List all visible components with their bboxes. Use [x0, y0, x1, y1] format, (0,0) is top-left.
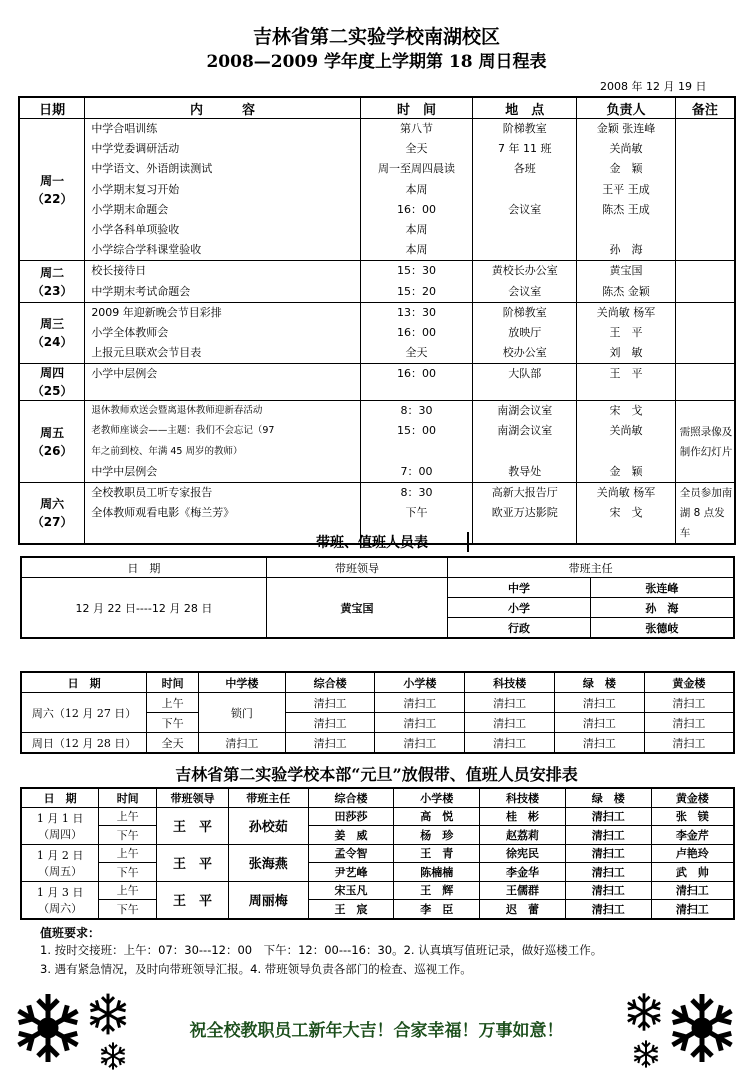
- newyear-head: 张海燕: [228, 844, 308, 881]
- duty-leader: 黄宝国: [266, 578, 447, 639]
- duty-header-date: 日 期: [21, 557, 266, 578]
- schedule-person: 陈杰 金颖: [602, 284, 650, 298]
- newyear-date-week: （周四）: [38, 827, 83, 841]
- schedule-place-cell: [473, 302, 577, 364]
- wk-header: 时间: [147, 672, 199, 693]
- schedule-person: 王 平: [609, 367, 643, 381]
- wk-time: 上午: [147, 693, 199, 713]
- wk-cell: 清扫工: [644, 713, 734, 733]
- newyear-staff: 孟令智: [308, 844, 394, 863]
- wk-header: 中学楼: [199, 672, 286, 693]
- schedule-person-cell: [577, 261, 676, 302]
- day-name: 周三: [40, 316, 65, 331]
- wk-header: 小学楼: [375, 672, 465, 693]
- schedule-note: [675, 302, 735, 364]
- schedule-place: 7 年 11 班: [498, 142, 552, 156]
- wk-cell: 清扫工: [554, 713, 644, 733]
- schedule-content-cell: [85, 364, 360, 401]
- schedule-place: 阶梯教室: [502, 305, 547, 319]
- schedule-place: 阶梯教室: [502, 122, 547, 135]
- newyear-staff: 李金芹: [651, 826, 734, 845]
- weekend-table: [20, 671, 735, 754]
- schedule-time: 第八节: [400, 122, 434, 135]
- newyear-staff: 高 悦: [394, 807, 480, 826]
- newyear-date-week: （周五）: [38, 864, 83, 878]
- newyear-staff: 王 宸: [308, 900, 394, 919]
- wk-cell: 清扫工: [644, 733, 734, 754]
- schedule-content: 2009 年迎新晚会节目彩排: [91, 305, 222, 319]
- day-number: （26）: [31, 443, 73, 458]
- wk-cell: 清扫工: [375, 733, 465, 754]
- schedule-time: 本周: [405, 243, 428, 257]
- schedule-content: 小学期末复习开始: [91, 182, 180, 196]
- schedule-content: 全校教职员工听专家报告: [91, 486, 213, 499]
- newyear-date: [21, 844, 99, 881]
- newyear-time: 下午: [99, 900, 157, 919]
- school-title: 吉林省第二实验学校南湖校区: [252, 26, 500, 48]
- newyear-staff: 陈楠楠: [394, 863, 480, 882]
- schedule-person: [577, 442, 675, 462]
- header-time: 时 间: [360, 97, 473, 119]
- schedule-content: 中学党委调研活动: [91, 142, 180, 156]
- schedule-person: [577, 220, 675, 240]
- schedule-body: [19, 119, 735, 545]
- schedule-place-cell: [473, 261, 577, 302]
- schedule-content: 全体教师观看电影《梅兰芳》: [91, 506, 235, 520]
- day-number: （23）: [31, 283, 73, 298]
- schedule-place: 会议室: [508, 284, 542, 298]
- schedule-content: 校长接待日: [91, 264, 147, 278]
- newyear-staff: 清扫工: [565, 844, 651, 863]
- schedule-header-row: [19, 97, 735, 119]
- wk-cell: 清扫工: [644, 693, 734, 713]
- wk-header: 科技楼: [465, 672, 555, 693]
- schedule-time: 全天: [405, 346, 428, 360]
- duty-header-head: 带班主任: [448, 557, 734, 578]
- wk-sat-label: 周六（12 月 27 日）: [21, 693, 147, 733]
- issue-date: 2008 年 12 月 19 日: [600, 80, 707, 93]
- newyear-head: 孙校茹: [228, 807, 308, 844]
- schedule-time-cell: [360, 119, 473, 261]
- day-number: （25）: [31, 384, 73, 399]
- wk-cell: 清扫工: [554, 733, 644, 754]
- duty-table: [20, 556, 735, 639]
- day-name: 周六: [40, 497, 65, 511]
- schedule-place: 大队部: [508, 367, 542, 381]
- schedule-person: 陈杰 王成: [602, 202, 650, 216]
- schedule-place: 高新大报告厅: [491, 486, 558, 499]
- wk-time: 下午: [147, 713, 199, 733]
- schedule-content: 退休教师欢送会暨离退休教师迎新春活动: [91, 405, 263, 417]
- wk-cell: 清扫工: [285, 733, 375, 754]
- wk-lock: 锁门: [199, 693, 286, 733]
- schedule-content: 中学语文、外语朗读测试: [91, 162, 213, 176]
- header-place: 地 点: [473, 97, 577, 119]
- schedule-content: 中学中层例会: [91, 464, 158, 478]
- schedule-person-cell: [577, 302, 676, 364]
- schedule-place: 南湖会议室: [497, 404, 553, 418]
- wk-sun-label: 周日（12 月 28 日）: [21, 733, 147, 754]
- day-name: 周一: [40, 173, 65, 188]
- schedule-time: 15：00: [397, 424, 437, 438]
- newyear-time: 上午: [99, 807, 157, 826]
- requirements-title: 值班要求：: [40, 926, 101, 940]
- schedule-day-row: [19, 364, 735, 401]
- schedule-place: 各班: [513, 162, 536, 176]
- newyear-header: 小学楼: [394, 788, 480, 807]
- newyear-staff: 清扫工: [651, 900, 734, 919]
- header-note: 备注: [675, 97, 735, 119]
- schedule-time: 周一至周四晨读: [378, 162, 456, 176]
- newyear-time: 上午: [99, 881, 157, 900]
- schedule-content: 上报元旦联欢会节目表: [91, 346, 202, 360]
- newyear-date-day: 1 月 3 日: [36, 885, 84, 899]
- newyear-date-day: 1 月 2 日: [36, 848, 84, 862]
- schedule-content-cell: [85, 261, 360, 302]
- requirements-line-1: 1. 按时交接班：上午：07：30---12：00 下午：12：00---16：30。2. 认真填写值班记录，做好巡楼工作。: [40, 943, 603, 957]
- newyear-header: 黄金楼: [651, 788, 734, 807]
- duty-header-leader: 带班领导: [266, 557, 447, 578]
- day-number: （27）: [31, 515, 73, 529]
- wk-cell: 清扫工: [199, 733, 286, 754]
- schedule-day-row: [19, 119, 735, 261]
- wk-cell: 清扫工: [375, 713, 465, 733]
- schedule-time: 15：20: [397, 284, 437, 298]
- schedule-person: 刘 敏: [609, 346, 643, 360]
- newyear-date: [21, 881, 99, 919]
- schedule-place: 教导处: [508, 464, 542, 478]
- schedule-note: [675, 364, 735, 401]
- schedule-content: 年之前到校、年满 45 周岁的教师）: [91, 445, 243, 457]
- wk-cell: 清扫工: [285, 693, 375, 713]
- schedule-time-cell: [360, 364, 473, 401]
- schedule-person: 宋 戈: [609, 506, 643, 520]
- schedule-person: 关尚敏: [609, 142, 643, 156]
- header-person: 负责人: [577, 97, 676, 119]
- schedule-place-cell: [473, 364, 577, 401]
- schedule-time: 全天: [405, 142, 428, 156]
- newyear-staff: 李金华: [480, 863, 566, 882]
- schedule-content: 小学期末命题会: [91, 202, 169, 216]
- schedule-place: [473, 442, 576, 462]
- newyear-staff: 王 辉: [394, 881, 480, 900]
- schedule-place-cell: [473, 401, 577, 483]
- newyear-staff: 张 镁: [651, 807, 734, 826]
- day-label: [19, 483, 85, 545]
- newyear-header: 综合楼: [308, 788, 394, 807]
- schedule-time: 下午: [405, 506, 428, 520]
- schedule-note: [675, 119, 735, 261]
- newyear-date-week: （周六）: [38, 901, 83, 915]
- wk-time: 全天: [147, 733, 199, 754]
- schedule-person: 金颖 张连峰: [596, 122, 656, 135]
- day-label: [19, 302, 85, 364]
- schedule-person: 金 颖: [609, 162, 643, 176]
- wk-cell: 清扫工: [375, 693, 465, 713]
- newyear-header: 带班领导: [157, 788, 229, 807]
- wk-header: 黄金楼: [644, 672, 734, 693]
- newyear-staff: 徐宪民: [480, 844, 566, 863]
- day-number: （22）: [31, 191, 73, 206]
- wk-header: 绿 楼: [554, 672, 644, 693]
- schedule-place: [473, 180, 576, 200]
- newyear-head: 周丽梅: [228, 881, 308, 919]
- newyear-staff: 王儒群: [480, 881, 566, 900]
- newyear-time: 下午: [99, 826, 157, 845]
- schedule-person-cell: [577, 483, 676, 545]
- schedule-person: 孙 海: [609, 243, 643, 257]
- newyear-staff: 田莎莎: [308, 807, 394, 826]
- schedule-content-cell: [85, 119, 360, 261]
- schedule-day-row: [19, 302, 735, 364]
- schedule-time: 8：30: [400, 404, 433, 418]
- schedule-note: [675, 261, 735, 302]
- schedule-content-cell: [85, 302, 360, 364]
- newyear-staff: 清扫工: [565, 900, 651, 919]
- newyear-header: 科技楼: [480, 788, 566, 807]
- wk-cell: 清扫工: [465, 693, 555, 713]
- newyear-body: [21, 788, 734, 919]
- wk-cell: 清扫工: [465, 733, 555, 754]
- schedule-place-cell: [473, 119, 577, 261]
- newyear-header: 日 期: [21, 788, 99, 807]
- wk-cell: 清扫工: [285, 713, 375, 733]
- schedule-place: [473, 240, 576, 260]
- schedule-time: 15：30: [397, 264, 437, 278]
- schedule-content: 小学中层例会: [91, 367, 158, 381]
- duty-name: 张德岐: [590, 618, 734, 639]
- day-label: [19, 364, 85, 401]
- duty-dept: 小学: [448, 598, 591, 618]
- day-name: 周四: [40, 366, 65, 381]
- newyear-title: 吉林省第二实验学校本部“元旦”放假带、值班人员安排表: [175, 765, 578, 784]
- duty-title: 带班、值班人员表: [277, 532, 469, 552]
- schedule-time: 16：00: [397, 367, 437, 381]
- schedule-person: 金 颖: [609, 464, 643, 478]
- duty-dept: 中学: [448, 578, 591, 598]
- schedule-time: 本周: [405, 182, 428, 196]
- newyear-staff: 清扫工: [565, 881, 651, 900]
- schedule-time: 16：00: [397, 202, 437, 216]
- header-content: 内 容: [85, 97, 360, 119]
- schedule-person: 黄宝国: [609, 264, 643, 278]
- duty-dept: 行政: [448, 618, 591, 639]
- newyear-leader: 王 平: [157, 807, 229, 844]
- newyear-date-day: 1 月 1 日: [36, 811, 84, 825]
- wk-cell: 清扫工: [554, 693, 644, 713]
- duty-date-range: 12 月 22 日----12 月 28 日: [21, 578, 266, 639]
- newyear-staff: 清扫工: [565, 807, 651, 826]
- schedule-content: 小学全体教师会: [91, 325, 169, 339]
- newyear-time: 下午: [99, 863, 157, 882]
- schedule-person-cell: [577, 401, 676, 483]
- schedule-place: 黄校长办公室: [491, 264, 558, 278]
- schedule-time-cell: [360, 401, 473, 483]
- newyear-staff: 李 臣: [394, 900, 480, 919]
- schedule-person: 关尚敏: [609, 424, 643, 438]
- schedule-time-cell: [360, 261, 473, 302]
- day-name: 周五: [40, 425, 65, 440]
- schedule-place: 放映厅: [508, 325, 542, 339]
- schedule-content: 小学各科单项验收: [91, 222, 180, 236]
- schedule-content: 中学合唱训练: [91, 122, 158, 135]
- newyear-table: [20, 787, 735, 920]
- duty-name: 孙 海: [590, 598, 734, 618]
- newyear-header: 绿 楼: [565, 788, 651, 807]
- schedule-title: 2008—2009 学年度上学期第 18 周日程表: [206, 52, 547, 72]
- schedule-time: [361, 442, 473, 462]
- requirements-line-2: 3. 遇有紧急情况，及时向带班领导汇报。4. 带班领导负责各部门的检查、巡视工作。: [40, 962, 472, 976]
- newyear-staff: 迟 蕾: [480, 900, 566, 919]
- schedule-person: 关尚敏 杨军: [596, 305, 656, 319]
- day-name: 周二: [40, 265, 65, 280]
- newyear-staff: 清扫工: [565, 863, 651, 882]
- newyear-leader: 王 平: [157, 881, 229, 919]
- day-label: [19, 401, 85, 483]
- duty-name: 张连峰: [590, 578, 734, 598]
- schedule-note: 全员参加南湖 8 点发车: [675, 483, 735, 545]
- schedule-time: 7：00: [400, 464, 433, 478]
- schedule-place: 南湖会议室: [497, 424, 553, 438]
- schedule-time: 8：30: [400, 486, 433, 499]
- newyear-staff: 姜 威: [308, 826, 394, 845]
- newyear-staff: 武 帅: [651, 863, 734, 882]
- schedule-time: 本周: [405, 222, 428, 236]
- day-label: [19, 119, 85, 261]
- newyear-staff: 杨 珍: [394, 826, 480, 845]
- schedule-content: 小学综合学科课堂验收: [91, 243, 202, 257]
- schedule-person-cell: [577, 364, 676, 401]
- schedule-person: 关尚敏 杨军: [596, 486, 656, 499]
- schedule-person: 王 平: [609, 325, 643, 339]
- newyear-leader: 王 平: [157, 844, 229, 881]
- newyear-staff: 卢艳玲: [651, 844, 734, 863]
- weekly-schedule-table: [18, 96, 736, 545]
- greeting: 祝全校教职员工新年大吉！合家幸福！万事如意！: [189, 1021, 564, 1041]
- newyear-staff: 宋玉凡: [308, 881, 394, 900]
- schedule-day-row: [19, 261, 735, 302]
- newyear-header: 带班主任: [228, 788, 308, 807]
- schedule-content-cell: [85, 401, 360, 483]
- header-date: 日期: [19, 97, 85, 119]
- schedule-person-cell: [577, 119, 676, 261]
- wk-cell: 清扫工: [465, 713, 555, 733]
- schedule-content: 老教师座谈会——主题：我们不会忘记（97: [91, 425, 275, 437]
- schedule-time: 16：00: [397, 325, 437, 339]
- newyear-staff: 王 青: [394, 844, 480, 863]
- wk-header: 日 期: [21, 672, 147, 693]
- schedule-note: 需照录像及制作幻灯片: [675, 401, 735, 483]
- schedule-place: 会议室: [508, 202, 542, 216]
- newyear-staff: 赵荔莉: [480, 826, 566, 845]
- newyear-staff: 清扫工: [565, 826, 651, 845]
- schedule-content: 中学期末考试命题会: [91, 284, 191, 298]
- schedule-person: 宋 戈: [609, 404, 643, 418]
- wk-header: 综合楼: [285, 672, 375, 693]
- newyear-staff: 桂 彬: [480, 807, 566, 826]
- schedule-place: 校办公室: [502, 346, 547, 360]
- day-label: [19, 261, 85, 302]
- schedule-time: 13：30: [397, 305, 437, 319]
- schedule-time-cell: [360, 302, 473, 364]
- newyear-time: 上午: [99, 844, 157, 863]
- newyear-staff: 尹艺峰: [308, 863, 394, 882]
- schedule-place: 欧亚万达影院: [491, 506, 558, 520]
- schedule-person: 王平 王成: [602, 182, 650, 196]
- newyear-date: [21, 807, 99, 844]
- newyear-header: 时间: [99, 788, 157, 807]
- newyear-staff: 清扫工: [651, 881, 734, 900]
- schedule-place-cell: [473, 483, 577, 545]
- day-number: （24）: [31, 334, 73, 349]
- schedule-place: [473, 220, 576, 240]
- schedule-day-row: [19, 401, 735, 483]
